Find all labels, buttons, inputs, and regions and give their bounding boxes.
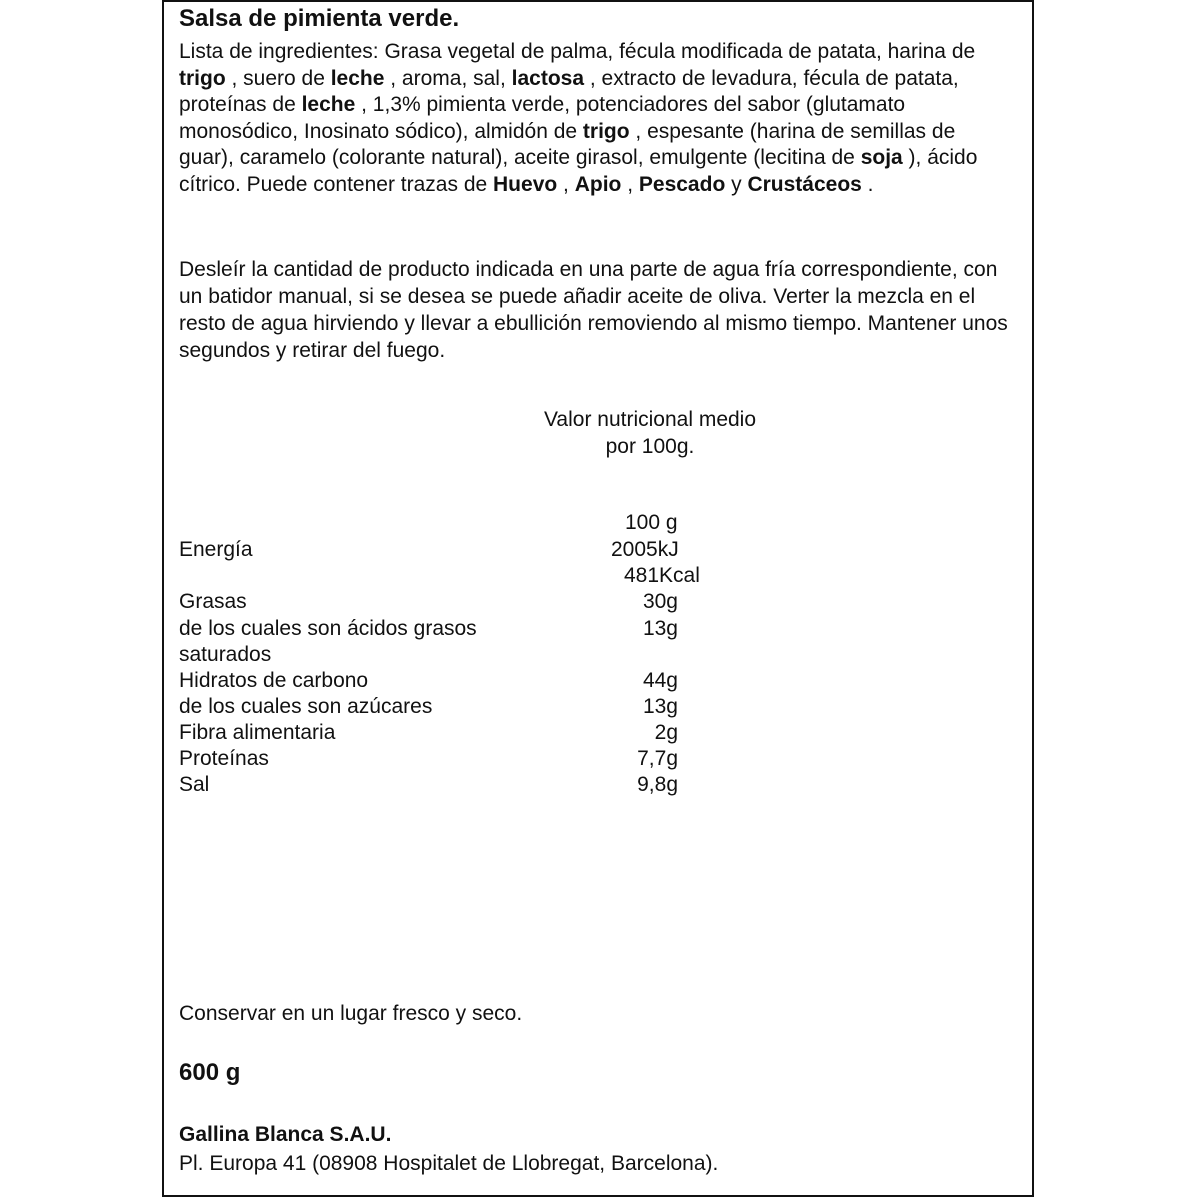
company-name: Gallina Blanca S.A.U. bbox=[179, 1123, 392, 1146]
nutrition-row-value: 9,8g bbox=[637, 773, 678, 796]
nutrition-row-value: 44g bbox=[642, 669, 678, 692]
nutrition-header-line2: por 100g. bbox=[605, 435, 695, 458]
company-address: Pl. Europa 41 (08908 Hospitalet de Llobregat, Barcelona). bbox=[179, 1152, 719, 1175]
nutrition-row-label: de los cuales son azúcares bbox=[179, 695, 433, 718]
nutrition-row-label: de los cuales son ácidos grasos bbox=[179, 617, 477, 640]
nutrition-row-label: Proteínas bbox=[179, 747, 269, 770]
nutrition-header bbox=[480, 406, 820, 460]
nutrition-row-label: Fibra alimentaria bbox=[179, 721, 336, 744]
ingredient-allergen: leche bbox=[301, 93, 356, 116]
nutrition-row-value: 7,7g bbox=[637, 747, 678, 770]
ingredient-allergen: lactosa bbox=[511, 66, 585, 90]
storage-instructions: Conservar en un lugar fresco y seco. bbox=[179, 1002, 523, 1025]
nutrition-row-label: Sal bbox=[179, 773, 210, 796]
nutrition-column-label: 100 g bbox=[625, 511, 678, 534]
ingredient-allergen: Crustáceos bbox=[747, 172, 862, 196]
ingredient-text: , extracto de levadura, fécula de patata, proteínas de bbox=[179, 66, 959, 116]
nutrition-row-label: Hidratos de carbono bbox=[179, 669, 369, 692]
ingredient-text: ), ácido cítrico. Puede contener trazas de bbox=[179, 146, 978, 196]
ingredient-text: . bbox=[861, 172, 874, 196]
nutrition-row-value: 2g bbox=[654, 721, 678, 744]
product-title: Salsa de pimienta verde. bbox=[179, 5, 460, 32]
nutrition-row-value: 30g bbox=[642, 590, 678, 613]
ingredient-allergen: Huevo bbox=[493, 172, 558, 196]
nutrition-energy-label: Energía bbox=[179, 538, 253, 561]
ingredient-text: , bbox=[621, 172, 639, 196]
nutrition-row-value: 13g bbox=[642, 695, 678, 718]
nutrition-row-value: 13g bbox=[642, 617, 678, 640]
ingredient-text: , bbox=[557, 172, 575, 196]
ingredient-allergen: trigo bbox=[179, 66, 226, 90]
preparation-instructions: Desleír la cantidad de producto indicada en una parte de agua fría correspondiente, con un batidor manual, si se desea se puede añadir aceite de oliva. Verter la mezcla en el resto de agua hirviendo y llevar a ebullición removiendo al mismo tiempo. Mantener unos segundos y retirar del fuego. bbox=[179, 258, 1008, 362]
nutrition-energy-kj: 2005kJ bbox=[611, 538, 679, 561]
nutrition-row-label-continued: saturados bbox=[179, 643, 272, 666]
ingredient-text: y bbox=[725, 172, 748, 196]
ingredient-text: Lista de ingredientes: Grasa vegetal de palma, fécula modificada de patata, harina de bbox=[179, 40, 976, 63]
nutrition-header-line1: Valor nutricional medio bbox=[543, 408, 757, 431]
nutrition-row-label: Grasas bbox=[179, 590, 247, 613]
ingredient-allergen: soja bbox=[860, 146, 903, 169]
ingredient-text: , espesante (harina de semillas de guar), caramelo (colorante natural), aceite girasol, emulgente (lecitina de bbox=[179, 119, 956, 169]
ingredient-allergen: Apio bbox=[574, 172, 622, 196]
net-weight: 600 g bbox=[179, 1059, 241, 1086]
ingredient-allergen: leche bbox=[330, 66, 385, 90]
ingredient-text: , 1,3% pimienta verde, potenciadores del sabor (glutamato monosódico, Inosinato sódico), almidón de bbox=[179, 93, 906, 143]
nutrition-energy-kcal: 481Kcal bbox=[624, 564, 700, 587]
ingredient-allergen: trigo bbox=[582, 119, 630, 143]
ingredient-allergen: Pescado bbox=[638, 172, 726, 196]
ingredients-list bbox=[179, 39, 1009, 198]
ingredient-text: , aroma, sal, bbox=[384, 66, 512, 90]
ingredient-text: , suero de bbox=[225, 66, 331, 90]
